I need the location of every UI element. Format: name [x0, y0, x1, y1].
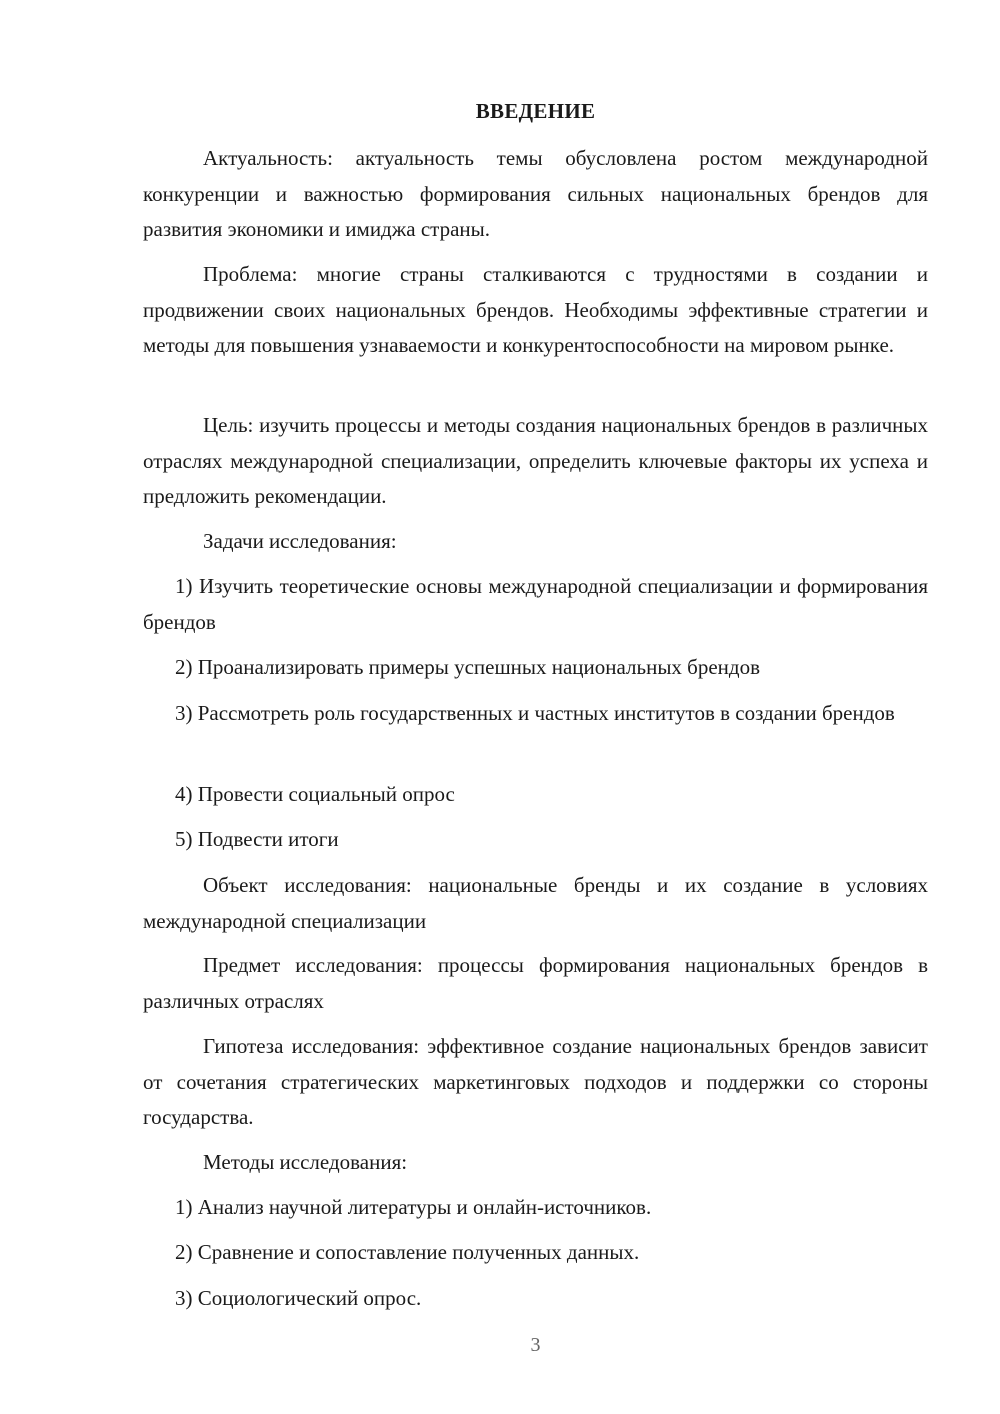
goal-paragraph: Цель: изучить процессы и методы создания национальных брендов в различных отраслях международной специализации, определить ключевые факторы их успеха и предложить рекомендации. — [143, 413, 928, 508]
task-item-1: 1) Изучить теоретические основы международной специализации и формирования брендов — [143, 574, 928, 634]
page-title: ВВЕДЕНИЕ — [475, 99, 596, 123]
problem-paragraph: Проблема: многие страны сталкиваются с трудностями в создании и продвижении своих национальных брендов. Необходимы эффективные стратегии и методы для повышения узнаваемости и конкурентоспособности на мировом рынке. — [143, 262, 928, 357]
hypothesis-paragraph: Гипотеза исследования: эффективное создание национальных брендов зависит от сочетания стратегических маркетинговых подходов и поддержки со стороны государства. — [143, 1034, 928, 1129]
task-item-4: 4) Провести социальный опрос — [175, 782, 455, 806]
object-paragraph: Объект исследования: национальные бренды и их создание в условиях международной специализации — [143, 873, 928, 933]
document-page — [143, 0, 928, 1414]
page-number: 3 — [530, 1334, 541, 1356]
tasks-heading: Задачи исследования: — [203, 529, 397, 553]
relevance-paragraph: Актуальность: актуальность темы обусловлена ростом международной конкуренции и важностью формирования сильных национальных брендов для развития экономики и имиджа страны. — [143, 146, 928, 241]
method-item-2: 2) Сравнение и сопоставление полученных данных. — [175, 1240, 640, 1264]
task-item-3: 3) Рассмотреть роль государственных и частных институтов в создании брендов — [175, 701, 895, 725]
task-item-5: 5) Подвести итоги — [175, 827, 339, 851]
method-item-1: 1) Анализ научной литературы и онлайн-источников. — [175, 1195, 652, 1219]
method-item-3: 3) Социологический опрос. — [175, 1286, 422, 1310]
task-item-2: 2) Проанализировать примеры успешных национальных брендов — [175, 655, 761, 679]
subject-paragraph: Предмет исследования: процессы формирования национальных брендов в различных отраслях — [143, 953, 928, 1013]
methods-heading: Методы исследования: — [203, 1150, 408, 1174]
